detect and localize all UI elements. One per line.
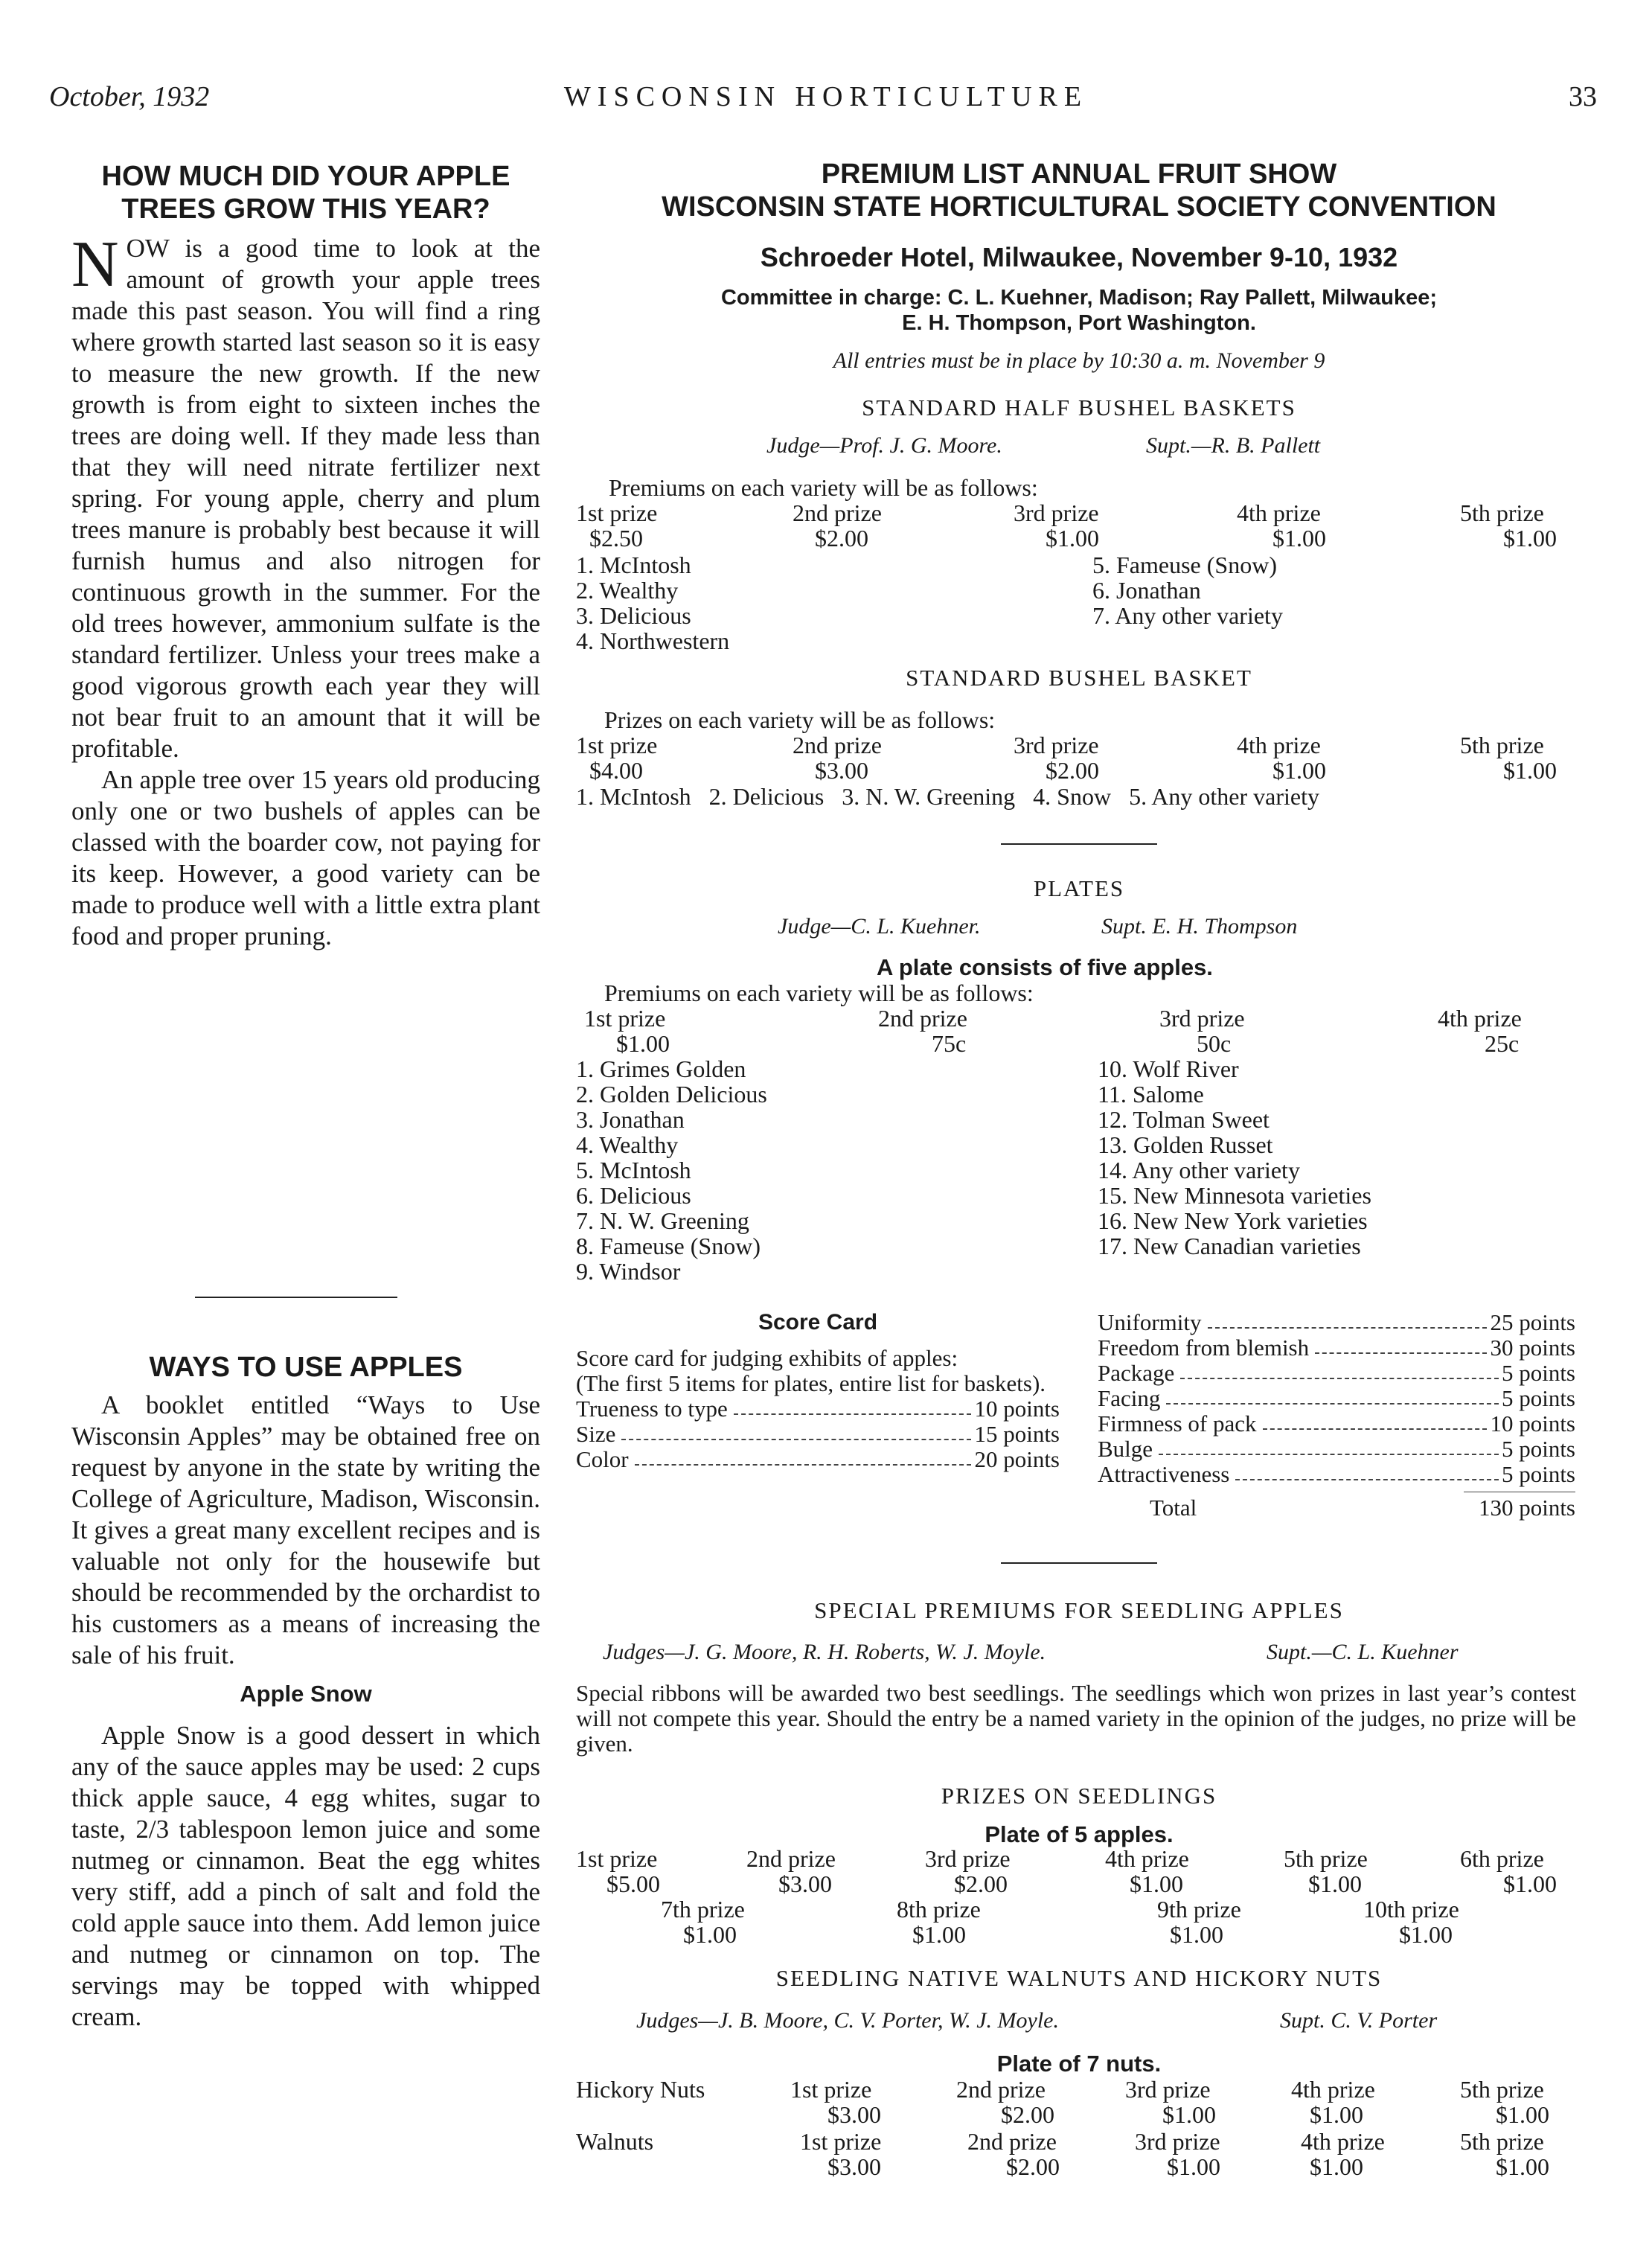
score-row: Firmness of pack 10 points [1098,1410,1575,1437]
s-amount-7: $1.00 [683,1921,737,1948]
article-growth [71,160,540,952]
s-prize-4: 4th prize [1105,1845,1189,1872]
list-item: 6. Delicious [576,1182,691,1209]
hb-prize-2: 2nd prize [793,499,882,526]
score-row: Package 5 points [1098,1360,1575,1386]
committee-line-1: Committee in charge: C. L. Kuehner, Madison; Ray Pallett, Milwaukee; [720,286,1438,310]
p-amount-2: 75c [932,1030,967,1057]
s-prize-1: 1st prize [576,1845,658,1872]
seedlings-heading: SPECIAL PREMIUMS FOR SEEDLING APPLES [814,1597,1344,1623]
list-item: 10. Wolf River [1098,1055,1239,1082]
wn-prize-2: 2nd prize [967,2128,1057,2155]
s-amount-1: $5.00 [606,1870,660,1897]
apple-snow-heading: Apple Snow [240,1681,372,1707]
hn-prize-2: 2nd prize [956,2076,1046,2103]
score-card-note: (The first 5 items for plates, entire list for baskets). [576,1370,1046,1396]
premium-list-title: PREMIUM LIST ANNUAL FRUIT SHOW [821,159,1337,190]
wn-amount-3: $1.00 [1167,2153,1220,2180]
list-item: 5. McIntosh [576,1157,691,1183]
wn-amount-4: $1.00 [1310,2153,1363,2180]
total-label: Total [1150,1495,1197,1521]
score-card-desc: Score card for judging exhibits of apples: [576,1345,958,1371]
list-item: 12. Tolman Sweet [1098,1106,1270,1133]
bushel-varieties: 1. McIntosh 2. Delicious 3. N. W. Greening 4. Snow 5. Any other variety [576,783,1319,810]
list-item: 1. Grimes Golden [576,1055,746,1082]
score-card-right [1098,1310,1575,1521]
s-prize-7: 7th prize [661,1896,745,1923]
divider [1001,843,1157,845]
plates-intro: Premiums on each variety will be as follows: [604,980,1034,1006]
prizes-seedlings-heading: PRIZES ON SEEDLINGS [941,1783,1217,1809]
b-prize-1: 1st prize [576,732,658,758]
p-prize-1: 1st prize [584,1005,666,1032]
s-prize-9: 9th prize [1157,1896,1241,1923]
half-bushel-supt: Supt.—R. B. Pallett [1146,433,1321,458]
divider [195,1297,397,1298]
list-item: 7. N. W. Greening [576,1207,749,1234]
article-ways [71,1351,540,2033]
b-amount-5: $1.00 [1503,757,1557,784]
prizes-seedlings-sub: Plate of 5 apples. [985,1821,1174,1847]
s-amount-5: $1.00 [1308,1870,1362,1897]
plates-heading: PLATES [1033,875,1125,901]
hb-variety-5: 5. Fameuse (Snow) [1092,552,1277,578]
plates-varieties-left [576,1056,767,1284]
half-bushel-heading: STANDARD HALF BUSHEL BASKETS [862,394,1296,421]
hn-amount-3: $1.00 [1162,2101,1216,2128]
seedlings-text: Special ribbons will be awarded two best seedlings. The seedlings which won prizes in last year’s contest will not compete this year. Should the entry be a named variety in the opinion of the judges, no prize will be given. [576,1680,1576,1757]
s-prize-5: 5th prize [1284,1845,1368,1872]
s-prize-2: 2nd prize [746,1845,836,1872]
header-title: WISCONSIN HORTICULTURE [563,81,1089,112]
list-item: 3. Jonathan [576,1106,685,1133]
list-item: 8. Fameuse (Snow) [576,1233,761,1259]
article-growth-p1: NOW is a good time to look at the amount of growth your apple trees made this past season. You will find a ring where growth started last season so it is easy to measure the new growth. If the new growth is from eight to sixteen inches the trees are doing well. If they made less than that they will need nitrate fertilizer next spring. For young apple, cherry and plum trees manure is probably best because it will furnish humus and also nitrogen for continuous growth in the summer. For the old trees however, ammonium sulfate is the standard fertilizer. Unless your trees make a good vigorous growth each year they will not bear fruit to an amount that it will be profitable. [71,229,540,763]
hb-amount-3: $1.00 [1046,525,1099,552]
hb-prize-5: 5th prize [1460,499,1544,526]
hn-prize-1: 1st prize [790,2076,872,2103]
list-item: 13. Golden Russet [1098,1131,1273,1158]
hn-amount-4: $1.00 [1310,2101,1363,2128]
score-card [576,1310,1060,1472]
b-amount-2: $3.00 [815,757,868,784]
seedlings-judges: Judges—J. G. Moore, R. H. Roberts, W. J. Moyle. [603,1640,1046,1664]
s-prize-8: 8th prize [897,1896,981,1923]
plates-judge: Judge—C. L. Kuehner. [778,914,981,939]
s-prize-6: 6th prize [1460,1845,1544,1872]
total-points: 130 points [1478,1495,1575,1521]
hb-variety-1: 1. McIntosh [576,552,691,578]
list-item: 16. New New York varieties [1098,1207,1368,1234]
plates-varieties-right [1098,1056,1371,1259]
hb-amount-5: $1.00 [1503,525,1557,552]
wn-prize-4: 4th prize [1301,2128,1385,2155]
score-row: Freedom from blemish 30 points [1098,1335,1575,1361]
s-amount-2: $3.00 [778,1870,832,1897]
hb-variety-6: 6. Jonathan [1092,577,1201,604]
article-ways-title: WAYS TO USE APPLES [149,1352,463,1383]
b-prize-2: 2nd prize [793,732,882,758]
s-prize-10: 10th prize [1363,1896,1459,1923]
score-row: Color 20 points [576,1446,1060,1472]
nuts-heading: SEEDLING NATIVE WALNUTS AND HICKORY NUTS [775,1965,1383,1991]
apple-snow-recipe: Apple Snow is a good dessert in which any of the sauce apples may be used: 2 cups thick apple sauce, 4 egg whites, sugar to taste, 2/3 tablespoon lemon juice and some nutmeg or cinnamon. Beat the egg whites very stiff, add a pinch of salt and fold the cold apple sauce into them. Add lemon juice and nutmeg or cinnamon on top. The servings may be topped with whipped cream. [71,1721,540,2031]
hn-prize-5: 5th prize [1460,2076,1544,2103]
s-amount-9: $1.00 [1170,1921,1223,1948]
score-row: Size 15 points [576,1421,1060,1447]
hb-amount-1: $2.50 [589,525,643,552]
score-card-heading: Score Card [758,1310,878,1335]
nuts-sub: Plate of 7 nuts. [996,2051,1162,2077]
hb-variety-7: 7. Any other variety [1092,602,1283,629]
s-amount-8: $1.00 [912,1921,966,1948]
wn-amount-2: $2.00 [1006,2153,1060,2180]
s-amount-3: $2.00 [954,1870,1008,1897]
p-prize-2: 2nd prize [878,1005,967,1032]
score-row: Attractiveness 5 points [1098,1461,1575,1487]
hb-amount-2: $2.00 [815,525,868,552]
show-location: Schroeder Hotel, Milwaukee, November 9-10, 1932 [760,242,1398,272]
half-bushel-judge: Judge—Prof. J. G. Moore. [766,433,1002,458]
hb-variety-2: 2. Wealthy [576,577,679,604]
b-amount-1: $4.00 [589,757,643,784]
s-amount-10: $1.00 [1399,1921,1453,1948]
p-prize-3: 3rd prize [1159,1005,1245,1032]
p-amount-4: 25c [1485,1030,1520,1057]
nuts-supt: Supt. C. V. Porter [1280,2008,1438,2033]
list-item: 2. Golden Delicious [576,1081,767,1108]
committee-line-2: E. H. Thompson, Port Washington. [902,311,1256,335]
bushel-heading: STANDARD BUSHEL BASKET [906,665,1252,691]
list-item: 14. Any other variety [1098,1157,1300,1183]
plates-supt: Supt. E. H. Thompson [1101,914,1298,939]
list-item: 4. Wealthy [576,1131,679,1158]
s-amount-6: $1.00 [1503,1870,1557,1897]
list-item: 11. Salome [1098,1081,1204,1108]
divider [1001,1562,1157,1564]
bushel-intro: Prizes on each variety will be as follows: [604,706,996,733]
list-item: 9. Windsor [576,1258,681,1285]
header-date: October, 1932 [49,81,210,112]
list-item: 17. New Canadian varieties [1098,1233,1361,1259]
s-prize-3: 3rd prize [925,1845,1011,1872]
score-row: Uniformity 25 points [1098,1309,1575,1335]
article-ways-p1: A booklet entitled “Ways to Use Wisconsin Apples” may be obtained free on request by anyone in the state by writing the College of Agriculture, Madison, Wisconsin. It gives a great many excellent recipes and is valuable not only for the housewife but should be recommended by the orchardist to his customers as a means of increasing the sale of his fruit. [71,1390,540,1669]
seedlings-supt: Supt.—C. L. Kuehner [1267,1640,1459,1664]
hb-amount-4: $1.00 [1272,525,1326,552]
half-bushel-intro: Premiums on each variety will be as follows: [609,474,1038,501]
score-total [1098,1495,1575,1521]
score-row: Bulge 5 points [1098,1436,1575,1462]
s-amount-4: $1.00 [1130,1870,1183,1897]
p-amount-1: $1.00 [616,1030,670,1057]
hb-prize-1: 1st prize [576,499,658,526]
wn-prize-1: 1st prize [800,2128,882,2155]
b-prize-5: 5th prize [1460,732,1544,758]
drop-cap: N [71,229,119,301]
wn-amount-5: $1.00 [1496,2153,1549,2180]
b-amount-3: $2.00 [1046,757,1099,784]
walnut-label: Walnuts [576,2128,654,2155]
hb-prize-3: 3rd prize [1014,499,1099,526]
hn-amount-5: $1.00 [1496,2101,1549,2128]
wn-prize-5: 5th prize [1460,2128,1544,2155]
hb-variety-3: 3. Delicious [576,602,691,629]
entries-note: All entries must be in place by 10:30 a. m. November 9 [833,348,1325,373]
premium-list-subtitle: WISCONSIN STATE HORTICULTURAL SOCIETY CONVENTION [662,191,1496,223]
article-growth-p2: An apple tree over 15 years old producing only one or two bushels of apples can be classed with the boarder cow, not paying for its keep. However, a good variety can be made to produce well with a little extra plant food and proper pruning. [71,765,540,950]
hn-amount-1: $3.00 [827,2101,881,2128]
score-row: Trueness to type 10 points [576,1396,1060,1422]
p-amount-3: 50c [1197,1030,1232,1057]
hickory-label: Hickory Nuts [576,2076,705,2103]
hn-amount-2: $2.00 [1001,2101,1054,2128]
list-item: 15. New Minnesota varieties [1098,1182,1371,1209]
nuts-judges: Judges—J. B. Moore, C. V. Porter, W. J. Moyle. [636,2008,1059,2033]
header-page-number: 33 [1569,81,1597,112]
hb-variety-4: 4. Northwestern [576,627,730,654]
b-prize-4: 4th prize [1237,732,1321,758]
b-amount-4: $1.00 [1272,757,1326,784]
plates-note: A plate consists of five apples. [877,954,1213,980]
article-growth-title: HOW MUCH DID YOUR APPLE TREES GROW THIS YEAR? [101,161,510,225]
wn-amount-1: $3.00 [827,2153,881,2180]
score-row: Facing 5 points [1098,1385,1575,1411]
b-prize-3: 3rd prize [1014,732,1099,758]
p-prize-4: 4th prize [1438,1005,1522,1032]
hn-prize-3: 3rd prize [1125,2076,1211,2103]
hb-prize-4: 4th prize [1237,499,1321,526]
hn-prize-4: 4th prize [1291,2076,1375,2103]
wn-prize-3: 3rd prize [1135,2128,1220,2155]
